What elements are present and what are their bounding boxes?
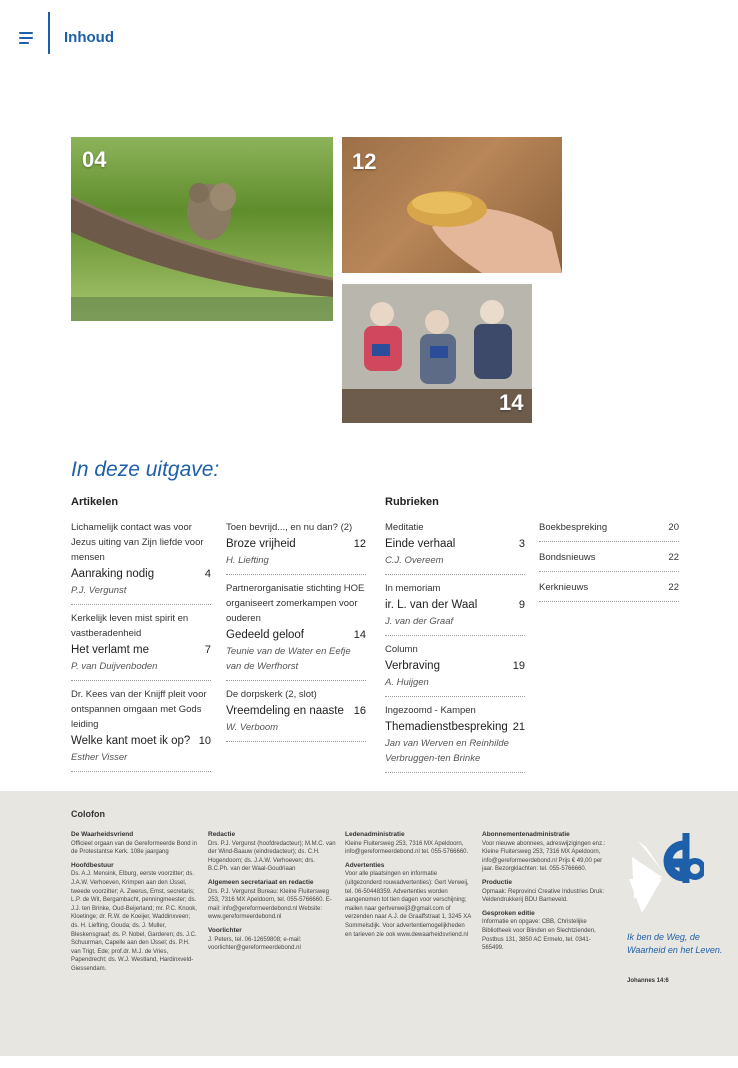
page-number: 4 xyxy=(204,568,211,580)
article-title: Aanraking nodig xyxy=(71,568,155,580)
rubric-item[interactable] xyxy=(385,703,525,773)
page-number: 12 xyxy=(353,538,366,550)
rubric-title: Einde verhaal xyxy=(385,538,456,550)
rubric-author: Jan van Werven en Reinhilde Verbruggen-ten Brinke xyxy=(385,738,509,764)
rubrics-column-1 xyxy=(385,520,525,779)
articles-column-1 xyxy=(71,520,211,778)
colofon-text: Opmaak: Reprovinci Creative Industries Druk: Veldendrukkerij BDU Barneveld. xyxy=(482,888,605,904)
page-number: 7 xyxy=(204,644,211,656)
rubric-kicker: In memoriam xyxy=(385,583,441,594)
article-item[interactable] xyxy=(226,520,366,575)
rubric-author: A. Huijgen xyxy=(385,677,429,688)
photo-number: 12 xyxy=(352,149,377,174)
colofon-column-1 xyxy=(71,831,199,979)
colofon-section xyxy=(0,791,738,1056)
page-number: 21 xyxy=(512,721,525,733)
article-author: H. Liefting xyxy=(226,555,269,566)
women-singing-photo[interactable] xyxy=(342,284,532,423)
article-item[interactable] xyxy=(226,581,366,681)
header-divider xyxy=(48,12,50,54)
page-number: 14 xyxy=(353,629,366,641)
page-number: 22 xyxy=(668,552,679,563)
rubric-kicker: Column xyxy=(385,644,418,655)
article-kicker: De dorpskerk (2, slot) xyxy=(226,689,317,700)
photo-number: 04 xyxy=(82,147,107,172)
rubric-item[interactable] xyxy=(539,580,679,602)
page-number: 22 xyxy=(668,582,679,593)
rubric-author: C.J. Overeem xyxy=(385,555,444,566)
rubric-item[interactable] xyxy=(385,520,525,575)
article-author: P. van Duijvenboden xyxy=(71,661,158,672)
rubric-item[interactable] xyxy=(539,550,679,572)
article-kicker: Toen bevrijd..., en nu dan? (2) xyxy=(226,522,353,533)
monkeys-on-branch-photo[interactable] xyxy=(71,137,333,321)
colofon-heading: Gesproken editie xyxy=(482,909,535,917)
rubric-title: ir. L. van der Waal xyxy=(385,599,478,611)
colofon-column-3 xyxy=(345,831,473,944)
colofon-text: Officieel orgaan van de Gereformeerde Bond in de Protestantse Kerk. 108e jaargang xyxy=(71,840,197,856)
article-item[interactable] xyxy=(71,520,211,605)
rubrics-heading: Rubrieken xyxy=(385,496,439,508)
rubric-title: Kerknieuws xyxy=(539,582,589,593)
colofon-column-4 xyxy=(482,831,610,958)
article-item[interactable] xyxy=(226,687,366,742)
rubric-title: Themadienstbespreking xyxy=(385,721,508,733)
articles-column-2 xyxy=(226,520,366,748)
page-number: 10 xyxy=(198,735,211,747)
article-title: Welke kant moet ik op? xyxy=(71,735,191,747)
article-kicker: Lichamelijk contact was voor Jezus uiting van Zijn liefde voor mensen xyxy=(71,522,204,563)
page-number: 16 xyxy=(353,705,366,717)
article-author: Teunie van de Water en Eefje van de Werfhorst xyxy=(226,646,351,672)
colofon-text: Informatie en opgave: CBB, Christelijke Bibliotheek voor Blinden en Slechtzienden, Postbus 131, 3850 AC Ermelo, tel. 0341-565499. xyxy=(482,919,596,952)
colofon-text: Voor nieuwe abonnees, adreswijzigingen enz.: Kleine Fluitersweg 253, 7316 MX Apeldoorn, info@gereformeerdebond.nl Prijs € 49,00 per jaar. Bezorgklachten: tel. 055-5766660. xyxy=(482,840,606,873)
colofon-text: Drs. P.J. Vergunst (hoofdredacteur); M.M.C. van der Wind-Baauw (eindredacteur); ds. C.H. Hogendoorn; ds. J.A.W. Verhoeven; drs. B.C.Ph. van der Waal-Goudriaan xyxy=(208,840,336,873)
article-item[interactable] xyxy=(71,611,211,681)
page-number: 3 xyxy=(518,538,525,550)
colofon-heading: Advertenties xyxy=(345,861,385,869)
colofon-heading: Productie xyxy=(482,878,512,886)
section-title: In deze uitgave: xyxy=(71,458,220,481)
article-kicker: Kerkelijk leven mist spirit en vastberadenheid xyxy=(71,613,189,639)
bible-quote: Ik ben de Weg, de Waarheid en het Leven. xyxy=(627,932,723,955)
article-item[interactable] xyxy=(71,687,211,772)
gb-logo-icon xyxy=(624,827,704,917)
article-kicker: Partnerorganisatie stichting HOE organiseert zomerkampen voor ouderen xyxy=(226,583,365,624)
article-title: Vreemdeling en naaste xyxy=(226,705,344,717)
colofon-heading: Voorlichter xyxy=(208,926,242,934)
rubric-title: Bondsnieuws xyxy=(539,552,596,563)
rubric-kicker: Meditatie xyxy=(385,522,424,533)
bible-reference: Johannes 14:6 xyxy=(627,978,669,984)
page-number: 9 xyxy=(518,599,525,611)
rubric-title: Verbraving xyxy=(385,660,440,672)
colofon-column-2 xyxy=(208,831,336,958)
photo-number: 14 xyxy=(499,390,524,415)
rubric-author: J. van der Graaf xyxy=(385,616,454,627)
articles-heading: Artikelen xyxy=(71,496,119,508)
menu-icon[interactable] xyxy=(19,32,33,44)
rubric-item[interactable] xyxy=(385,642,525,697)
article-title: Het verlamt me xyxy=(71,644,149,656)
colofon-heading: Redactie xyxy=(208,831,236,838)
article-title: Gedeeld geloof xyxy=(226,629,305,641)
rubrics-column-2 xyxy=(539,520,679,610)
article-author: P.J. Vergunst xyxy=(71,585,127,596)
colofon-heading: Ledenadministratie xyxy=(345,831,405,838)
colofon-heading: Algemeen secretariaat en redactie xyxy=(208,878,314,886)
rubric-item[interactable] xyxy=(539,520,679,542)
colofon-heading: De Waarheidsvriend xyxy=(71,831,134,838)
article-author: Esther Visser xyxy=(71,752,128,763)
colofon-text: Kleine Fluitersweg 253, 7316 MX Apeldoorn, info@gereformeerdebond.nl tel. 055-5766660. xyxy=(345,840,469,856)
rubric-title: Boekbespreking xyxy=(539,522,608,533)
colofon-title: Colofon xyxy=(71,809,105,819)
rubric-item[interactable] xyxy=(385,581,525,636)
monkeys-illustration xyxy=(71,137,333,321)
colofon-text: J. Peters, tel. 06-12659808; e-mail: voorlichter@gereformeerdebond.nl xyxy=(208,936,302,952)
rubric-kicker: Ingezoomd - Kampen xyxy=(385,705,476,716)
colofon-heading: Abonnementenadministratie xyxy=(482,831,570,838)
colofon-text: Voor alle plaatsingen en informatie (uitgezonderd rouwadvertenties): Gert Verweij, tel. 06-50448359. Advertenties worden aangenomen tot tien dagen voor verschijning; mailen naar gertverweij3@gmail.com of verzenden naar A.J. de Graaffstraat 1, 3245 XA Sommelsdijk. Voor advertentiemogelijkheden en tarieven zie ook www.dewaarheidsvriend.nl xyxy=(345,871,471,938)
colofon-text: Ds. A.J. Mensink, Elburg, eerste voorzitter; ds. J.A.W. Verhoeven, Krimpen aan den IJssel, tweede voorzitter; A. Zwerus, Emst, secretaris; L.P. de Wit, Bergambacht, penningmeester; ds. J.J. ten Brinke, Oud-Beijerland; mr. P.C. Knook, Kloetinge; dr. R.W. de Koeijer, Waddinxveen; ds. H. Liefting, Gouda; ds. J. Muller, Bleskensgraaf; ds. P. Nobel, Garderen; ds. J.C. Schuurman, Capelle aan den IJssel; ds. P.H. van Trigt, Ede; prof.dr. M.J. de Vries, Papendrecht; ds. W.J. Westland, Hardinxveld-Giessendam. xyxy=(71,871,197,972)
article-author: W. Verboom xyxy=(226,722,279,733)
article-title: Broze vrijheid xyxy=(226,538,296,550)
colofon-text: Drs. P.J. Vergunst Bureau: Kleine Fluitersweg 253, 7316 MX Apeldoorn, tel. 055-5766660. E-mail: info@gereformeerdebond.nl Website: www.gereformeerdebond.nl xyxy=(208,888,332,921)
article-kicker: Dr. Kees van der Knijff pleit voor ontspannen omgaan met Gods leiding xyxy=(71,689,207,730)
colofon-heading: Hoofdbestuur xyxy=(71,861,114,869)
hand-with-grain-photo[interactable] xyxy=(342,137,562,273)
page-number: 20 xyxy=(668,522,679,533)
page-header xyxy=(0,0,738,70)
page-title: Inhoud xyxy=(64,29,114,46)
page-number: 19 xyxy=(512,660,525,672)
